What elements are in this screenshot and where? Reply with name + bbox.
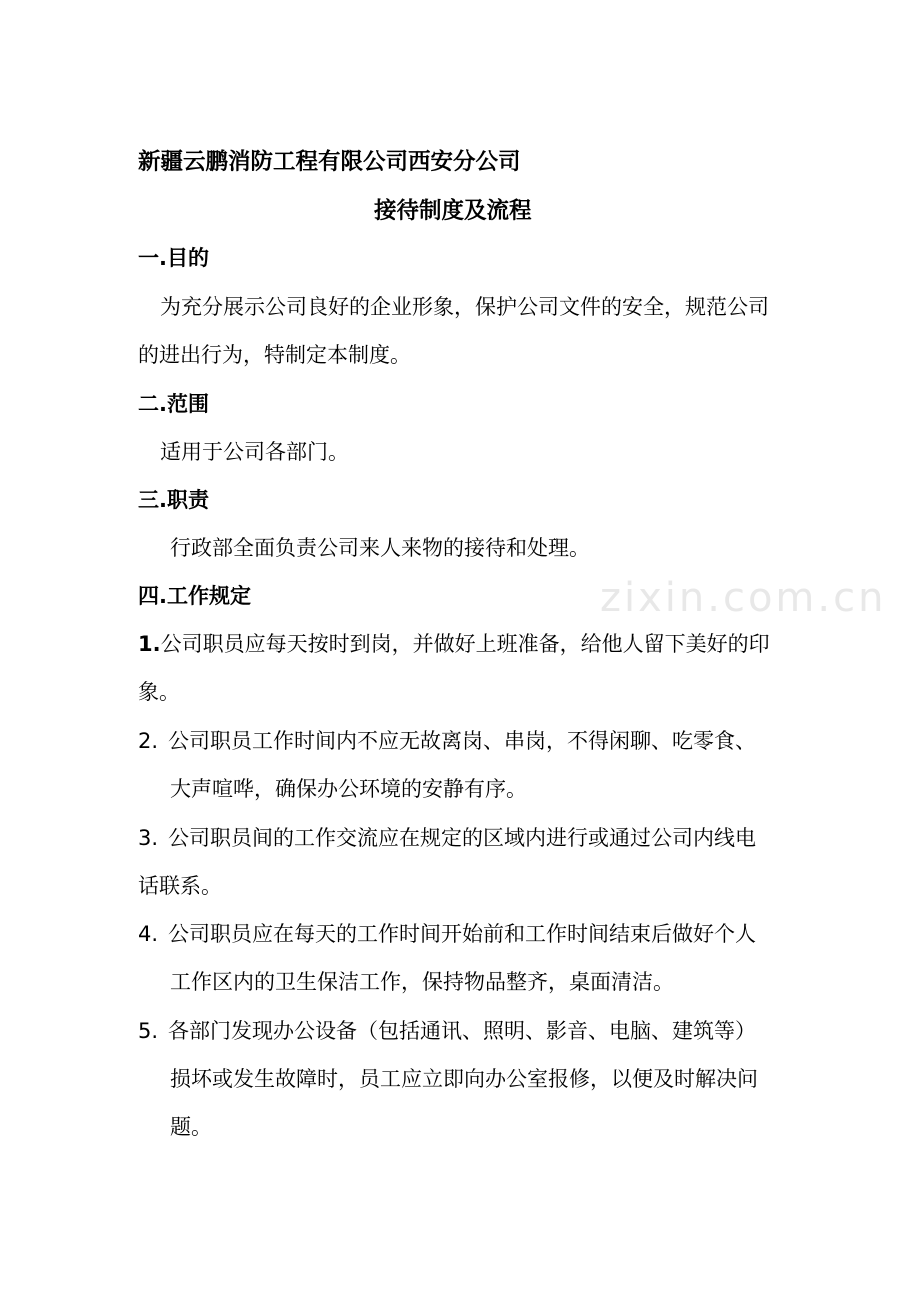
duties-line-1: 行政部全面负责公司来人来物的接待和处理。 xyxy=(170,536,590,560)
rule-number: 2. xyxy=(138,729,159,753)
rule-item-4 xyxy=(138,919,788,949)
rule-number: 4. xyxy=(138,922,159,946)
section-heading-rules: 四.工作规定 xyxy=(138,584,251,608)
rule-item-2 xyxy=(138,726,788,756)
rule-item-2-continued: 大声喧哗，确保办公环境的安静有序。 xyxy=(170,777,527,801)
section-heading-purpose: 一.目的 xyxy=(138,246,209,270)
rule-item-3 xyxy=(138,823,788,853)
rule-item-5 xyxy=(138,1016,788,1046)
document-title: 接待制度及流程 xyxy=(374,198,532,224)
rule-text: 公司职员间的工作交流应在规定的区域内进行或通过公司内线电 xyxy=(168,826,756,850)
rule-item-5-continued-1: 损坏或发生故障时，员工应立即向办公室报修，以便及时解决问 xyxy=(170,1067,758,1091)
section-heading-duties: 三.职责 xyxy=(138,488,209,512)
scope-line-1: 适用于公司各部门。 xyxy=(160,440,349,464)
rule-item-1-continued: 象。 xyxy=(138,680,180,704)
rule-text: 公司职员应在每天的工作时间开始前和工作时间结束后做好个人 xyxy=(168,922,756,946)
company-title: 新疆云鹏消防工程有限公司西安分公司 xyxy=(138,149,521,175)
rule-text: 公司职员应每天按时到岗，并做好上班准备，给他人留下美好的印 xyxy=(160,632,770,656)
rule-item-1 xyxy=(138,629,788,659)
rule-item-5-continued-2: 题。 xyxy=(170,1115,212,1139)
purpose-line-1: 为充分展示公司良好的企业形象，保护公司文件的安全，规范公司 xyxy=(160,295,769,319)
watermark-text: zixin.com.cn xyxy=(600,575,887,621)
rule-number: 1. xyxy=(138,632,161,656)
rule-number: 3. xyxy=(138,826,159,850)
rule-text: 公司职员工作时间内不应无故离岗、串岗，不得闲聊、吃零食、 xyxy=(168,729,756,753)
rule-text: 各部门发现办公设备（包括通讯、照明、影音、电脑、建筑等） xyxy=(168,1019,756,1043)
rule-number: 5. xyxy=(138,1019,159,1043)
section-heading-scope: 二.范围 xyxy=(138,392,209,416)
rule-item-4-continued: 工作区内的卫生保洁工作，保持物品整齐，桌面清洁。 xyxy=(170,970,674,994)
rule-item-3-continued: 话联系。 xyxy=(138,874,222,898)
purpose-line-2: 的进出行为，特制定本制度。 xyxy=(138,343,411,367)
